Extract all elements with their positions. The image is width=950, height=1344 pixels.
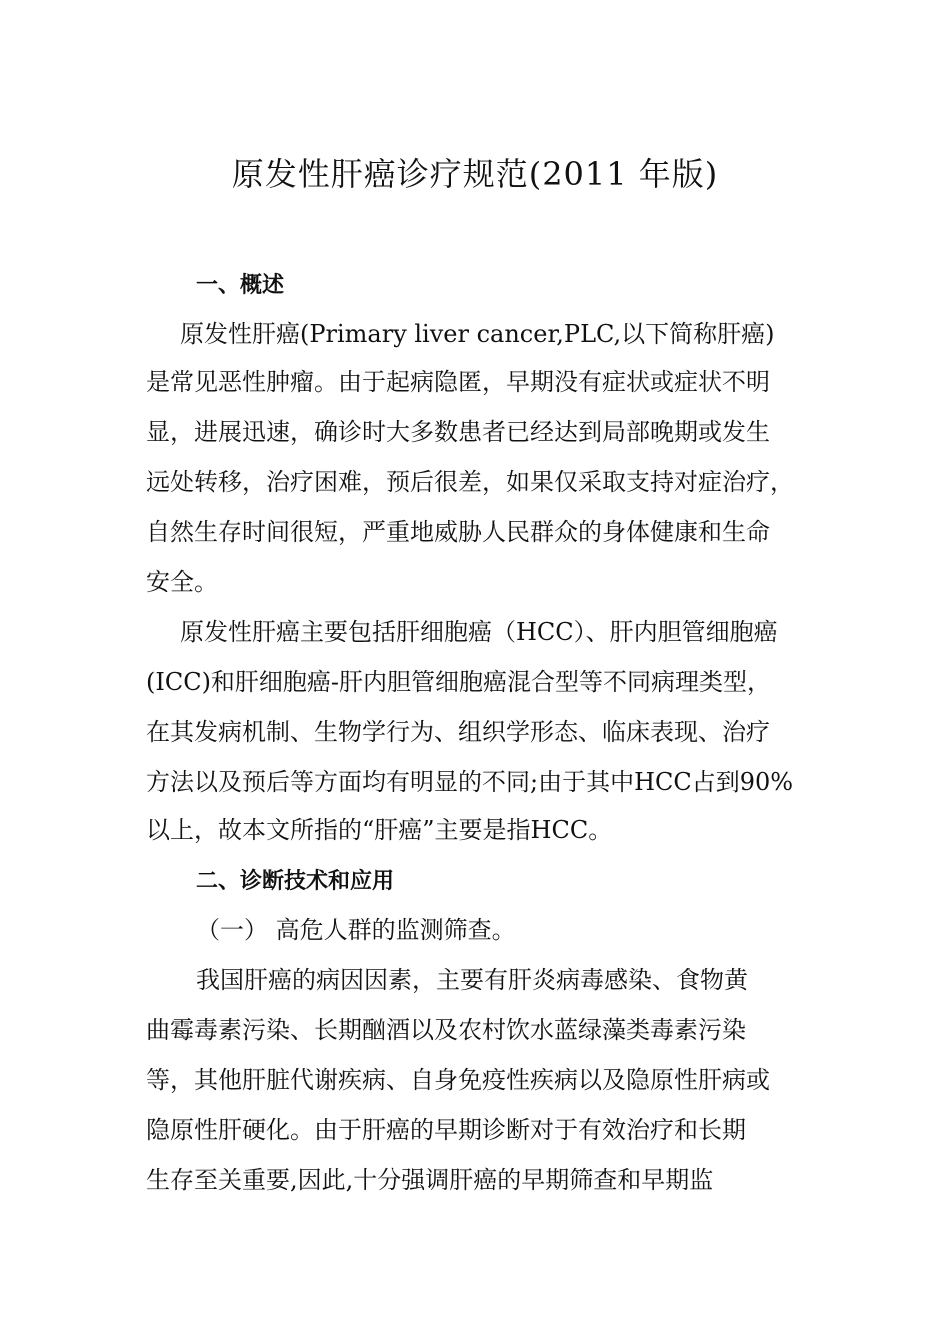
paragraph-line: 方法以及预后等方面均有明显的不同;由于其中HCC占到90% [146, 768, 794, 796]
paragraph-line: 曲霉毒素污染、长期酗酒以及农村饮水蓝绿藻类毒素污染 [146, 1016, 746, 1044]
paragraph-line: 以上，故本文所指的“肝癌”主要是指HCC。 [146, 816, 613, 844]
paragraph-line: 在其发病机制、生物学行为、组织学形态、临床表现、治疗 [146, 718, 770, 746]
paragraph-line: 等，其他肝脏代谢疾病、自身免疫性疾病以及隐原性肝病或 [146, 1066, 770, 1094]
paragraph-line: 原发性肝癌主要包括肝细胞癌（HCC）、肝内胆管细胞癌 [180, 618, 778, 646]
paragraph-line: (ICC)和肝细胞癌-肝内胆管细胞癌混合型等不同病理类型， [146, 668, 772, 696]
paragraph-line: 原发性肝癌(Primary liver cancer,PLC,以下简称肝癌) [180, 320, 775, 348]
paragraph-line: 安全。 [146, 568, 218, 596]
paragraph-line: 自然生存时间很短，严重地威胁人民群众的身体健康和生命 [146, 518, 770, 546]
document-title: 原发性肝癌诊疗规范(2011 年版) [231, 155, 719, 193]
paragraph-line: 隐原性肝硬化。由于肝癌的早期诊断对于有效治疗和长期 [146, 1116, 746, 1144]
paragraph-line: 显，进展迅速，确诊时大多数患者已经达到局部晚期或发生 [146, 418, 770, 446]
paragraph-line: 远处转移，治疗困难，预后很差，如果仅采取支持对症治疗， [146, 468, 794, 496]
paragraph-line: 是常见恶性肿瘤。由于起病隐匿，早期没有症状或症状不明 [146, 368, 770, 396]
paragraph-line: 生存至关重要,因此,十分强调肝癌的早期筛查和早期监 [146, 1166, 714, 1194]
subsection-heading-screening: （一） 高危人群的监测筛查。 [196, 916, 516, 944]
section-heading-overview: 一、概述 [196, 273, 285, 298]
paragraph-line: 我国肝癌的病因因素，主要有肝炎病毒感染、食物黄 [196, 966, 748, 994]
section-heading-diagnosis: 二、诊断技术和应用 [196, 869, 395, 894]
